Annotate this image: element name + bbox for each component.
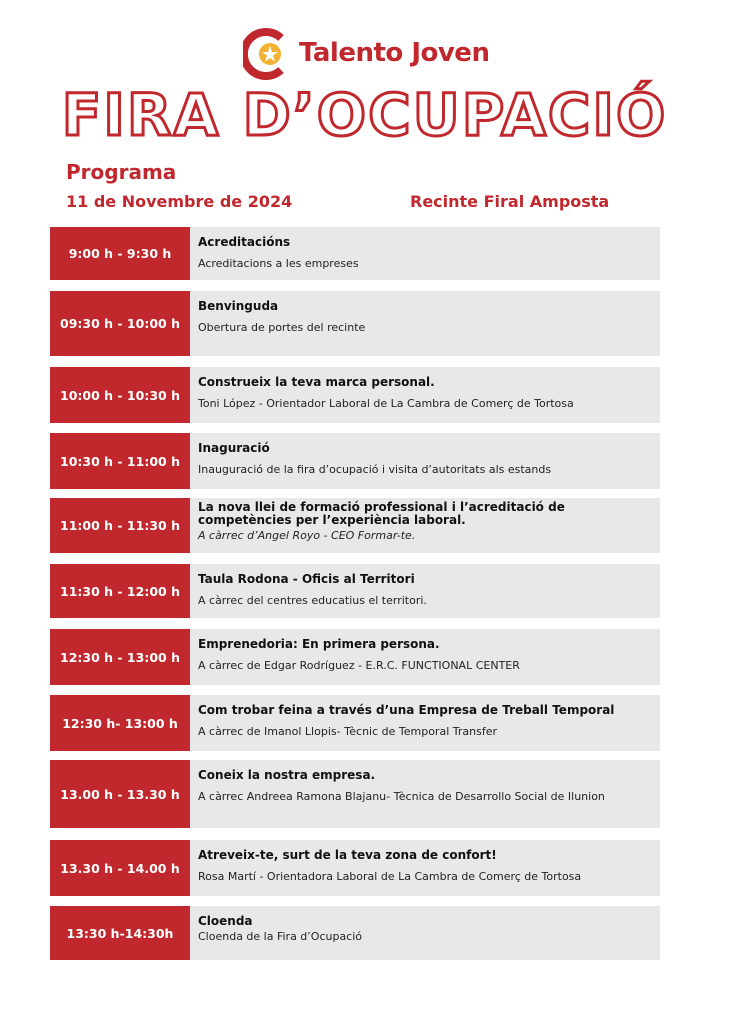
schedule-row	[50, 291, 660, 356]
schedule-row	[50, 227, 660, 280]
schedule-desc: Rosa Martí - Orientadora Laboral de La Cambra de Comerç de Tortosa	[198, 870, 582, 883]
schedule-row	[50, 433, 660, 489]
schedule-desc: A càrrec d’Angel Royo - CEO Formar-te.	[198, 529, 416, 542]
schedule-title: La nova llei de formació professional i l’acreditació de competències per l’experiència laboral.	[198, 500, 565, 527]
schedule-time: 10:30 h - 11:00 h	[50, 433, 190, 489]
schedule-info	[190, 695, 660, 751]
schedule-desc: A càrrec de Imanol Llopis- Tècnic de Temporal Transfer	[198, 725, 497, 738]
event-date: 11 de Novembre de 2024	[66, 192, 293, 211]
schedule-info	[190, 433, 660, 489]
schedule-info	[190, 498, 660, 553]
schedule-row	[50, 840, 660, 896]
schedule-row	[50, 760, 660, 828]
schedule-info	[190, 760, 660, 828]
schedule-title: Benvinguda	[198, 299, 279, 313]
logo-emblem-icon	[243, 26, 293, 80]
event-venue: Recinte Firal Amposta	[410, 192, 610, 211]
talento-joven-logo	[243, 26, 489, 80]
schedule-desc: A càrrec del centres educatius el territori.	[198, 594, 427, 607]
schedule-desc: Acreditacions a les empreses	[198, 257, 359, 270]
page-title: FIRA D’OCUPACIÓ	[61, 81, 668, 149]
schedule-time: 11:30 h - 12:00 h	[50, 564, 190, 618]
schedule-time: 12:30 h- 13:00 h	[50, 695, 190, 751]
schedule-row	[50, 367, 660, 423]
schedule-desc: Cloenda de la Fira d’Ocupació	[198, 930, 363, 943]
schedule-desc: Toni López - Orientador Laboral de La Cambra de Comerç de Tortosa	[198, 397, 574, 410]
schedule-row	[50, 498, 660, 553]
schedule-desc: Obertura de portes del recinte	[198, 321, 366, 334]
schedule-time: 10:00 h - 10:30 h	[50, 367, 190, 423]
schedule-info	[190, 367, 660, 423]
schedule-desc: A càrrec Andreea Ramona Blajanu- Tècnica de Desarrollo Social de Ilunion	[198, 790, 605, 803]
schedule-info	[190, 291, 660, 356]
schedule-time: 09:30 h - 10:00 h	[50, 291, 190, 356]
schedule-title: Cloenda	[198, 914, 253, 928]
schedule-row	[50, 629, 660, 685]
programa-heading: Programa	[66, 160, 177, 184]
schedule-title: Taula Rodona - Oficis al Territori	[198, 572, 415, 586]
schedule-time: 12:30 h - 13:00 h	[50, 629, 190, 685]
schedule-time: 11:00 h - 11:30 h	[50, 498, 190, 553]
logo-text: Talento Joven	[299, 38, 490, 68]
schedule-time: 13.00 h - 13.30 h	[50, 760, 190, 828]
schedule-title: Construeix la teva marca personal.	[198, 375, 435, 389]
schedule-title: Atreveix-te, surt de la teva zona de confort!	[198, 848, 497, 862]
schedule-info	[190, 564, 660, 618]
schedule-row	[50, 564, 660, 618]
schedule-desc: A càrrec de Edgar Rodríguez - E.R.C. FUNCTIONAL CENTER	[198, 659, 520, 672]
schedule-title: Emprenedoria: En primera persona.	[198, 637, 440, 651]
schedule-desc: Inauguració de la fira d’ocupació i visita d’autoritats als estands	[198, 463, 552, 476]
schedule-time: 13:30 h-14:30h	[50, 906, 190, 960]
schedule-title: Acreditacións	[198, 235, 291, 249]
schedule-info	[190, 906, 660, 960]
schedule-info	[190, 227, 660, 280]
schedule-time: 9:00 h - 9:30 h	[50, 227, 190, 280]
schedule-info	[190, 629, 660, 685]
schedule-time: 13.30 h - 14.00 h	[50, 840, 190, 896]
schedule-row	[50, 906, 660, 960]
schedule-info	[190, 840, 660, 896]
schedule-row	[50, 695, 660, 751]
schedule-title: Coneix la nostra empresa.	[198, 768, 376, 782]
schedule-title: Inaguració	[198, 441, 270, 455]
schedule-title: Com trobar feina a través d’una Empresa de Treball Temporal	[198, 703, 615, 717]
